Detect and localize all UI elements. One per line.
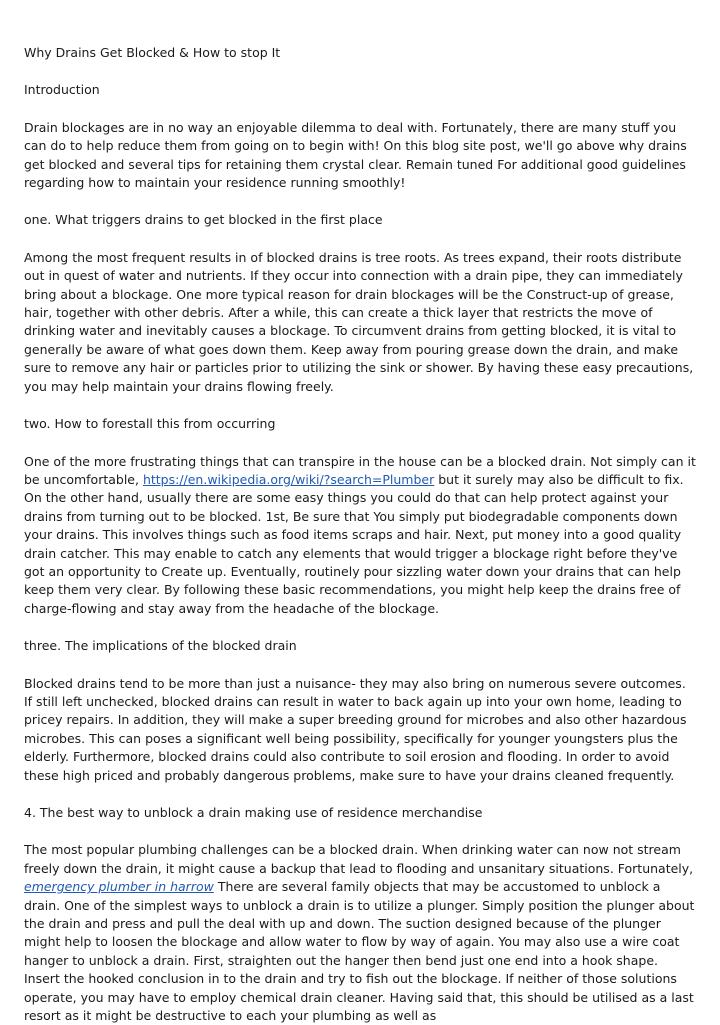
section-3-heading: three. The implications of the blocked drain bbox=[24, 638, 297, 654]
section-4-paragraph bbox=[24, 841, 696, 1025]
emergency-plumber-link[interactable]: emergency plumber in harrow bbox=[24, 879, 214, 895]
section-2-heading: two. How to forestall this from occurring bbox=[24, 416, 276, 432]
section-1-heading: one. What triggers drains to get blocked in the first place bbox=[24, 212, 383, 228]
section-1-paragraph: Among the most frequent results in of blocked drains is tree roots. As trees expand, their roots distribute out in quest of water and nutrients. If they occur into connection with a drain pipe, they can immediately bring about a blockage. One more typical reason for drain blockages will be the Construct-up of grease, hair, together with other debris. After a while, this can create a thick layer that restricts the move of drinking water and inevitably causes a blockage. To circumvent drains from getting blocked, it is vital to generally be aware of what goes down them. Keep away from pouring grease down the drain, and make sure to remove any hair or particles prior to utilizing the sink or shower. By having these easy precautions, you may help maintain your drains flowing freely. bbox=[24, 249, 694, 394]
section-2-paragraph bbox=[24, 453, 696, 619]
section-4-text-after: There are several family objects that may be accustomed to unblock a drain. One of the simplest ways to unblock a drain is to utilize a plunger. Simply position the plunger about the drain and press and pull the deal with up and down. The suction designed because of the plunger might help to loosen the blockage and allow water to flow by way of again. You may also use a wire coat hanger to unblock a drain. First, straighten out the hanger then bend just one end into a hook shape. Insert the hooked conclusion in to the drain and try to fish out the blockage. If neither of those solutions operate, you may have to employ chemical drain cleaner. Having said that, this should be utilised as a last resort as it might be destructive to each your plumbing as well as bbox=[24, 879, 695, 1024]
section-4-text-before: The most popular plumbing challenges can be a blocked drain. When drinking water can now not stream freely down the drain, it might cause a backup that lead to flooding and unsanitary situations. Fortunately, bbox=[24, 842, 694, 876]
document-title: Why Drains Get Blocked & How to stop It bbox=[24, 45, 281, 60]
intro-paragraph: Drain blockages are in no way an enjoyable dilemma to deal with. Fortunately, there are many stuff you can do to help reduce them from going on to begin with! On this blog site post, we'll go above why drains get blocked and several tips for retaining them crystal clear. Remain tuned For additional good guidelines regarding how to maintain your residence running smoothly! bbox=[24, 119, 687, 191]
section-2-text-after: but it surely may also be difficult to fix. On the other hand, usually there are some easy things you could do that can help protect against your drains from turning out to be blocked. 1st, Be sure that You simply put biodegradable components down your drains. This involves things such as food items scraps and hair. Next, put money into a good quality drain catcher. This may enable to catch any elements that would trigger a blockage right before they've got an opportunity to Create up. Eventually, routinely pour sizzling water down your drains that can help keep them very clear. By following these basic recommendations, you might help keep the drains free of charge-flowing and stay away from the headache of the blockage. bbox=[24, 471, 684, 616]
section-2-text-before: One of the more frustrating things that can transpire in the house can be a blocked drain. Not simply can it be uncomfortable, bbox=[24, 453, 696, 487]
wikipedia-plumber-link[interactable]: https://en.wikipedia.org/wiki/?search=Plumber bbox=[142, 471, 435, 487]
intro-heading: Introduction bbox=[24, 82, 100, 98]
section-3-paragraph: Blocked drains tend to be more than just a nuisance- they may also bring on numerous severe outcomes. If still left unchecked, blocked drains can result in water to back again up into your own home, leading to pricey repairs. In addition, they will make a super breeding ground for microbes and also other hazardous microbes. This can poses a significant well being possibility, specifically for younger youngsters plus the elderly. Furthermore, blocked drains could also contribute to soil erosion and flooding. In order to avoid these high priced and probably dangerous problems, make sure to have your drains cleaned frequently. bbox=[24, 675, 687, 783]
section-4-heading: 4. The best way to unblock a drain making use of residence merchandise bbox=[24, 805, 483, 820]
